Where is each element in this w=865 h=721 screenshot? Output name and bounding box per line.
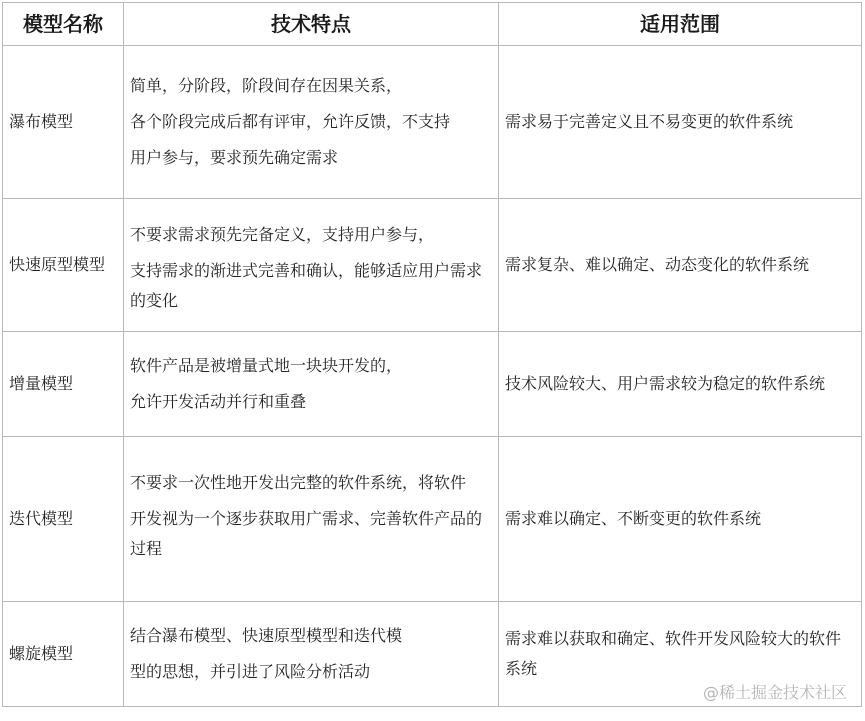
header-model-name: 模型名称: [3, 3, 124, 46]
scope-cell: [499, 332, 862, 437]
table-header-row: [3, 3, 862, 46]
feature-line: 简单，分阶段，阶段间存在因果关系，: [130, 76, 403, 95]
scope-text: 需求难以获取和确定、软件开发风险较大的软件系统: [505, 629, 842, 678]
feature-line: 支持需求的渐进式完善和确认，能够适应用户需求的变化: [130, 261, 483, 310]
model-name-cell: 螺旋模型: [3, 602, 124, 707]
scope-cell: [499, 199, 862, 332]
feature-line: 软件产品是被增量式地一块块开发的，: [130, 356, 403, 375]
table-row: [3, 46, 862, 199]
features-cell: [124, 602, 499, 707]
header-scope: 适用范围: [499, 3, 862, 46]
features-cell: [124, 46, 499, 199]
model-name-cell: 迭代模型: [3, 437, 124, 602]
model-name-cell: 增量模型: [3, 332, 124, 437]
scope-text: 技术风险较大、用户需求较为稳定的软件系统: [505, 374, 826, 393]
model-comparison-table: [2, 2, 862, 707]
scope-cell: [499, 46, 862, 199]
feature-line: 不要求需求预先完备定义，支持用户参与，: [130, 225, 435, 244]
feature-line: 型的思想，并引进了风险分析活动: [130, 662, 371, 681]
feature-line: 各个阶段完成后都有评审，允许反馈，不支持: [130, 112, 451, 131]
header-features: 技术特点: [124, 3, 499, 46]
feature-line: 用户参与，要求预先确定需求: [130, 148, 339, 167]
features-cell: [124, 199, 499, 332]
scope-text: 需求易于完善定义且不易变更的软件系统: [505, 112, 794, 131]
feature-line: 结合瀑布模型、快速原型模型和迭代模: [130, 626, 403, 645]
features-cell: [124, 332, 499, 437]
watermark: @稀土掘金技术社区: [702, 683, 847, 702]
scope-cell: [499, 437, 862, 602]
model-name-cell: 快速原型模型: [3, 199, 124, 332]
feature-line: 开发视为一个逐步获取用广需求、完善软件产品的过程: [130, 509, 483, 558]
table-row: [3, 199, 862, 332]
table-row: [3, 332, 862, 437]
feature-line: 允许开发活动并行和重叠: [130, 392, 307, 411]
features-cell: [124, 437, 499, 602]
scope-text: 需求复杂、难以确定、动态变化的软件系统: [505, 255, 810, 274]
scope-text: 需求难以确定、不断变更的软件系统: [505, 509, 762, 528]
feature-line: 不要求一次性地开发出完整的软件系统，将软件: [130, 473, 467, 492]
model-name-cell: 瀑布模型: [3, 46, 124, 199]
table-row: [3, 437, 862, 602]
